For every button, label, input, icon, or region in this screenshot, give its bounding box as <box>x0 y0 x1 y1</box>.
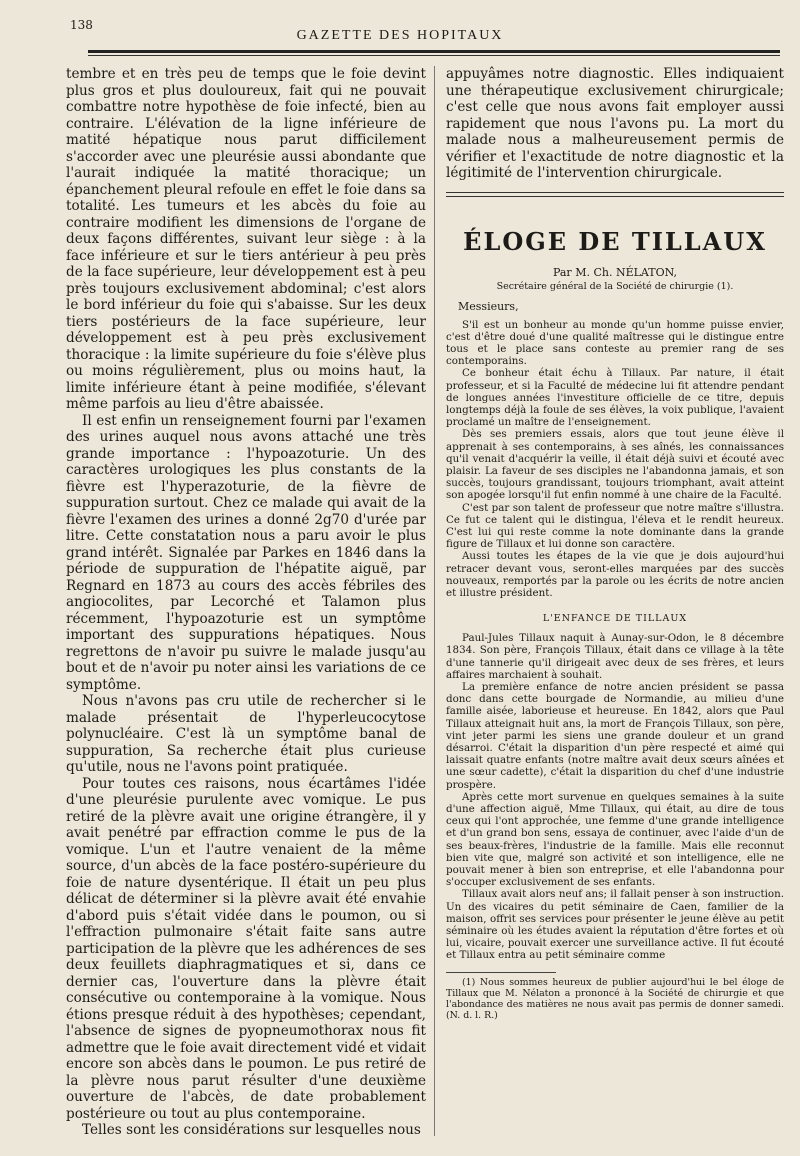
page-number: 138 <box>70 18 93 32</box>
continuation-paragraph: appuyâmes notre diagnostic. Elles indiquaient une thérapeutique exclusivement chirurgicale; c'est celle que nous avons fait employer aussi rapidement que nous l'avons pu. La mort du malade nous a malheureusement permis de vérifier et l'exactitude de notre diagnostic et la légitimité de l'intervention chirurgicale. <box>446 66 784 181</box>
article-paragraph: S'il est un bonheur au monde qu'un homme puisse envier, c'est d'être doué d'une qualité maîtresse qui le distingue entre tous et le place sans conteste au premier rang de ses contemporains. <box>446 318 784 368</box>
body-paragraph: tembre et en très peu de temps que le foie devint plus gros et plus douloureux, fait qui ne pouvait combattre notre hypothèse de foie infecté, bien au contraire. L'élévation de la ligne inférieure de matité hépatique nous parut difficilement s'accorder avec une pleurésie aussi abondante que l'aurait indiquée la matité thoracique; un épanchement pleural refoule en effet le foie dans sa totalité. Les tumeurs et les abcès du foie au contraire modifient les dimensions de l'organe de deux façons différentes, suivant leur siège : à la face inférieure et sur le tiers antérieur à peu près de la face supérieure, leur développement est à peu près toujours exclusivement abdominal; c'est alors le bord inférieur du foie qui s'abaisse. Sur les deux tiers postérieurs de la face supérieure, leur développement est à peu près exclusivement thoracique : la limite supérieure du foie s'élève plus ou moins régulièrement, plus ou moins haut, la limite inférieure étant à peine modifiée, s'élevant même parfois au lieu d'être abaissée. <box>66 66 426 412</box>
article-paragraph: Tillaux avait alors neuf ans; il fallait penser à son instruction. Un des vicaires du petit séminaire de Caen, familier de la maison, offrit ses services pour présenter le jeune élève au petit séminaire où les études avaient la réputation d'être fortes et où lui, vicaire, pouvait exercer une surveillance active. Il fut écouté et Tillaux entra au petit séminaire comme <box>446 888 784 962</box>
article-paragraph: Paul-Jules Tillaux naquit à Aunay-sur-Odon, le 8 décembre 1834. Son père, François Tillaux, était dans ce village à la tête d'une tannerie qu'il dirigeait avec deux de ses frères, et leurs affaires marchaient à souhait. <box>446 632 784 681</box>
article-paragraph: La première enfance de notre ancien président se passa donc dans cette bourgade de Normandie, au milieu d'une famille aisée, laborieuse et heureuse. En 1842, alors que Paul Tillaux atteignait huit ans, la mort de François Tillaux, son père, vint jeter parmi les siens une grande douleur et un grand désarroi. C'était la disparition d'un père respecté et aimé qui laissait quatre enfants (notre maître avait deux sœurs aînées et une sœur cadette), c'était la disparition du chef d'une industrie prospère. <box>446 680 784 791</box>
affiliation: Secrétaire général de la Société de chirurgie (1). <box>496 280 734 292</box>
right-column <box>446 66 784 1021</box>
byline: Par M. Ch. NÉLATON, <box>552 265 678 279</box>
masthead: GAZETTE DES HOPITAUX <box>296 28 504 43</box>
footnote: (1) Nous sommes heureux de publier aujourd'hui le bel éloge de Tillaux que M. Nélaton a prononcé à la Société de chirurgie et que l'abondance des matières ne nous avait pas permis de donner samedi. (N. d. l. R.) <box>446 976 784 1021</box>
footnote-rule <box>446 972 556 973</box>
article-paragraph: Après cette mort survenue en quelques semaines à la suite d'une affection aiguë, Mme Tillaux, qui était, au dire de tous ceux qui l'ont approchée, une femme d'une grande intelligence et d'un grand bon sens, essaya de continuer, avec l'aide d'un de ses beaux-frères, l'industrie de la famille. Mais elle reconnut bien vite que, malgré son activité et son intelligence, elle ne pouvait mener à bien son entreprise, et elle l'abandonna pour s'occuper exclusivement de ses enfants. <box>446 790 784 889</box>
article-title: ÉLOGE DE TILLAUX <box>463 226 767 256</box>
body-paragraph: Telles sont les considérations sur lesquelles nous <box>82 1122 421 1138</box>
section-heading: L'ENFANCE DE TILLAUX <box>542 613 688 625</box>
article-paragraph: Aussi toutes les étapes de la vie que je dois aujourd'hui retracer devant vous, seront-elles marquées par des succès nouveaux, remportés par la parole ou les écrits de notre ancien et illustre président. <box>446 550 784 599</box>
body-paragraph: Nous n'avons pas cru utile de rechercher si le malade présentait de l'hyperleucocytose polynucléaire. C'est là un symptôme banal de suppuration, Sa recherche était plus curieuse qu'utile, nous ne l'avons point pratiquée. <box>66 693 426 775</box>
article-paragraph: Dès ses premiers essais, alors que tout jeune élève il apprenait à ses contemporains, à ses aînés, les connaissances qu'il venait d'acquérir la veille, il était déjà suivi et écouté avec plaisir. La faveur de ses disciples ne l'abandonna jamais, et son succès, toujours grandissant, toujours triomphant, avait atteint son apogée lorsqu'il fut enfin nommé à une chaire de la Faculté. <box>446 428 784 502</box>
body-paragraph: Pour toutes ces raisons, nous écartâmes l'idée d'une pleurésie purulente avec vomique. Le pus retiré de la plèvre avait une origine étrangère, il y avait penétré par effraction comme le pus de la vomique. L'un et l'autre venaient de la même source, d'un abcès de la face postéro-supérieure du foie de nature dysentérique. Il était un peu plus délicat de déterminer si la plèvre avait été envahie d'abord puis s'était vidée dans le poumon, ou si l'effraction pulmonaire s'était faite sans autre participation de la plèvre que les adhérences de ses deux feuillets diaphragmatiques et si, dans ce dernier cas, l'ouverture dans la plèvre était consécutive ou contemporaine à la vomique. Nous étions presque réduit à des hypothèses; cependant, l'absence de signes de pyopneumothorax nous fit admettre que le foie avait directement vidé et vidait encore son abcès dans le poumon. Le pus retiré de la plèvre nous parut résulter d'une deuxième ouverture de l'abcès, de date probablement postérieure ou tout au plus contemporaine. <box>66 775 426 1122</box>
left-column <box>66 66 426 1139</box>
salutation: Messieurs, <box>458 299 519 313</box>
article-paragraph: C'est par son talent de professeur que notre maître s'illustra. Ce fut ce talent qui le distingua, l'éleva et le rendit heureux. C'est lui qui reste comme la note dominante dans la grande figure de Tillaux et lui donne son caractère. <box>446 501 784 551</box>
header-rule-thin <box>88 55 780 56</box>
article-paragraph: Ce bonheur était échu à Tillaux. Par nature, il était professeur, et si la Faculté de médecine lui fit attendre pendant de longues années l'investiture officielle de ce titre, depuis longtemps déjà la foule de ses élèves, la voix publique, l'avaient proclamé un maître de l'enseignement. <box>446 367 784 429</box>
header-rule-thick <box>88 50 780 53</box>
column-separator <box>434 66 435 1136</box>
body-paragraph: Il est enfin un renseignement fourni par l'examen des urines auquel nous avons attaché une très grande importance : l'hypoazoturie. Un des caractères urologiques les plus constants de la fièvre est l'hyperazoturie, de la fièvre de suppuration surtout. Chez ce malade qui avait de la fièvre l'examen des urines a donné 2g70 d'urée par litre. Cette constatation nous a paru avoir le plus grand intérêt. Signalée par Parkes en 1846 dans la période de suppuration de l'hépatite aiguë, par Regnard en 1873 au cours des accès fébriles des angiocolites, par Lecorché et Talamon plus récemment, l'hypoazoturie est un symptôme important des suppurations hépatiques. Nous regrettons de n'avoir pu suivre le malade jusqu'au bout et de n'avoir pu noter ainsi les variations de ce symptôme. <box>66 412 426 693</box>
article-separator <box>446 192 784 197</box>
